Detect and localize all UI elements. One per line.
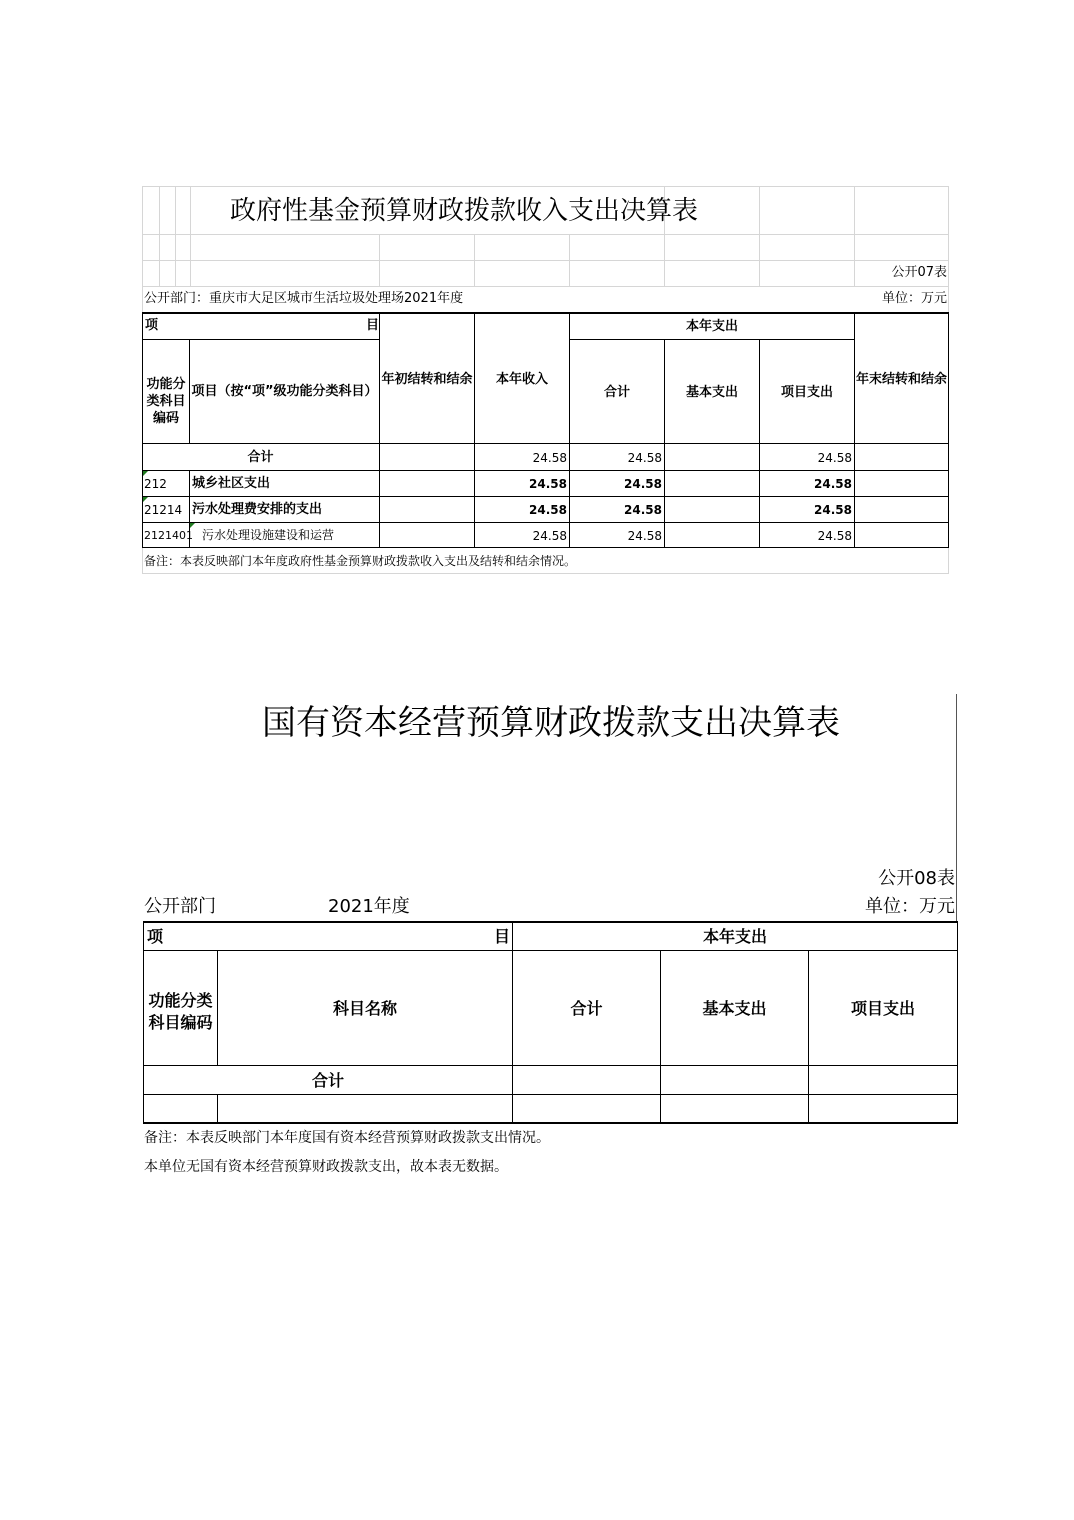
table07-row3-name: 污水处理设施建设和运营 [202,528,335,542]
table08-note2: 本单位无国有资本经营预算财政拨款支出，故本表无数据。 [144,1159,508,1175]
table07-header-end: 年末结转和结余 [855,372,947,387]
table08-dept: 公开部门 [144,896,216,917]
table08-unit: 单位：万元 [865,896,955,917]
table07-row1-code: 212 [144,477,167,491]
table08-header-name: 科目名称 [332,999,397,1018]
table07-row2-name: 污水处理费安排的支出 [192,502,323,517]
table07-number: 公开07表 [891,265,947,280]
table07-header-project: 项目支出 [780,385,833,400]
table07-header-begin: 年初结转和结余 [381,372,473,387]
table07-header-xiang: 项 [145,318,159,333]
table08-note1: 备注：本表反映部门本年度国有资本经营预算财政拨款支出情况。 [144,1130,550,1146]
table08-header-code: 功能分类科目编码 [148,991,213,1032]
table08-title: 国有资本经营预算财政拨款支出决算表 [262,703,840,743]
table07-row2-total: 24.58 [624,503,662,517]
table07-row1-name: 城乡社区支出 [192,476,271,491]
table07-row3-total: 24.58 [627,529,662,543]
table08-number: 公开08表 [878,868,955,889]
table07-row2-code: 21214 [144,503,183,517]
table07-row1-project: 24.58 [814,477,852,491]
table07-row-total-income: 24.58 [532,451,567,465]
table08-header-xiang: 项 [147,927,164,946]
table08-total-row-label: 合计 [311,1071,344,1090]
table08-header-basic: 基本支出 [702,999,767,1018]
table07-dept: 公开部门：重庆市大足区城市生活垃圾处理场 [144,291,405,306]
table07-row1-income: 24.58 [529,477,567,491]
table07-note: 备注：本表反映部门本年度政府性基金预算财政拨款收入支出及结转和结余情况。 [144,554,577,568]
table-07 [142,186,949,574]
table07-row-total-project: 24.58 [817,451,852,465]
table08-header-mu: 目 [494,927,511,946]
table07-row2-income: 24.58 [529,503,567,517]
table08-header-project: 项目支出 [850,999,915,1018]
table07-header-mu: 目 [366,318,380,333]
table07-year: 2021年度 [404,291,464,306]
table07-row-total-total: 24.58 [627,451,662,465]
table07-row3-code: 2121401 [144,529,193,542]
table07-row1-total: 24.58 [624,477,662,491]
table07-header-code: 功能分类科目编码 [146,377,186,426]
table07-unit: 单位：万元 [881,291,947,306]
table07-row2-project: 24.58 [814,503,852,517]
table07-row3-project: 24.58 [817,529,852,543]
table07-row-total-label: 合计 [247,450,274,465]
table08-header-total: 合计 [570,999,603,1018]
table07-header-total: 合计 [603,385,630,400]
table08-header-expense: 本年支出 [702,927,767,946]
table07-title: 政府性基金预算财政拨款收入支出决算表 [230,196,699,226]
table08-year: 2021年度 [328,896,410,917]
table07-header-item: 项目（按“项”级功能分类科目） [191,384,378,399]
table07-header-income: 本年收入 [495,372,548,387]
table07-header-expense: 本年支出 [685,319,738,334]
table07-row3-income: 24.58 [532,529,567,543]
table07-header-basic: 基本支出 [685,385,738,400]
